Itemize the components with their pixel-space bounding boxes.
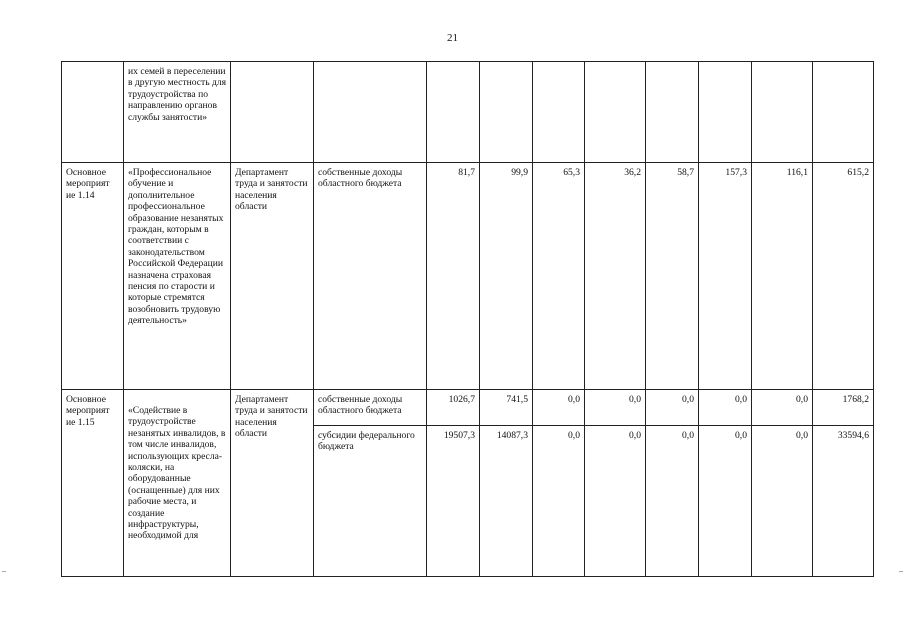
row-description: их семей в переселении в другую местность для трудоустройства по направлению органов службы занятости» — [128, 66, 227, 123]
value-cell: 19507,3 — [427, 426, 480, 577]
value-cell: 81,7 — [427, 163, 480, 390]
row-description: «Содействие в трудоустройстве незанятых инвалидов, в том числе инвалидов, использующих кресла-коляски, на оборудованные (оснащенные) для них рабочие места, и создание инфраструктуры, необходимой для — [124, 390, 231, 577]
row-kind: Основное мероприят ие 1.14 — [62, 163, 124, 390]
right-edge-mark: – — [899, 566, 903, 575]
row-executor-cell — [231, 62, 314, 163]
value-cell: 0,0 — [585, 426, 646, 577]
value-cell: 0,0 — [646, 390, 699, 426]
value-cell: 0,0 — [585, 390, 646, 426]
row-description: «Профессиональное обучение и дополнительное профессиональное образование незанятых граждан, которым в соответствии с законодательством Российской Федерации назначена страховая пенсия по старости и которые стремятся возобновить трудовую деятельность» — [124, 163, 231, 390]
row-kind: Основное мероприят ие 1.15 — [62, 390, 124, 577]
row-source: собственные доходы областного бюджета — [314, 163, 427, 390]
value-cell: 0,0 — [699, 390, 752, 426]
value-cell: 99,9 — [480, 163, 533, 390]
row-source-cell — [314, 62, 427, 163]
value-cell: 0,0 — [752, 426, 813, 577]
budget-table — [61, 61, 874, 577]
value-cell: 741,5 — [480, 390, 533, 426]
total-cell: 1768,2 — [813, 390, 874, 426]
value-cell: 0,0 — [533, 390, 585, 426]
value-cell: 14087,3 — [480, 426, 533, 577]
row-executor: Департамент труда и занятости населения области — [231, 163, 314, 390]
row-source: субсидии федерального бюджета — [314, 426, 427, 577]
value-cell: 65,3 — [533, 163, 585, 390]
value-cell: 116,1 — [752, 163, 813, 390]
value-cell: 157,3 — [699, 163, 752, 390]
value-cell: 36,2 — [585, 163, 646, 390]
table-row — [62, 163, 874, 390]
total-cell: 615,2 — [813, 163, 874, 390]
value-cell: 1026,7 — [427, 390, 480, 426]
row-description-cell — [124, 62, 231, 163]
row-source: собственные доходы областного бюджета — [314, 390, 427, 426]
value-cell: 0,0 — [752, 390, 813, 426]
value-cell: 0,0 — [533, 426, 585, 577]
table-row — [62, 390, 874, 426]
value-cell: 58,7 — [646, 163, 699, 390]
row-kind-cell — [62, 62, 124, 163]
table-row — [62, 62, 874, 163]
value-cell: 0,0 — [699, 426, 752, 577]
row-executor: Департамент труда и занятости населения области — [231, 390, 314, 577]
value-cell: 0,0 — [646, 426, 699, 577]
page-number: 21 — [447, 32, 458, 44]
left-edge-mark: – — [2, 566, 6, 575]
total-cell: 33594,6 — [813, 426, 874, 577]
